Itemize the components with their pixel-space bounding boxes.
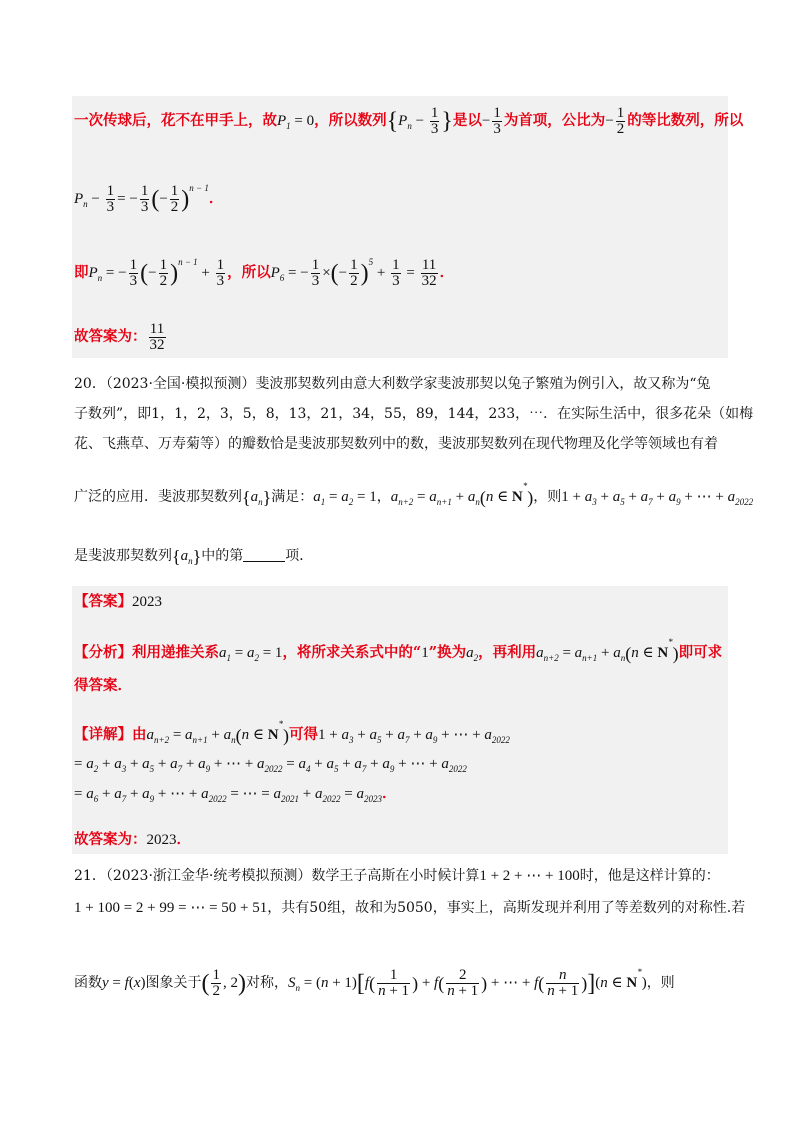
answer-blank — [243, 547, 285, 562]
sol19-line-3: 即$P_n$ = − $\frac{1}{3}$ (− $\frac{1}{2}$ )$^{n - 1}$ + $\frac{1}{3}$ ，所以$P_6$ = − $\frac{1}{3}$ ×(− $\frac{1}{2}$ )$^5$ + $\frac{1}{3}$ = $\frac{11}{32}$ ． — [74, 257, 455, 290]
formula-initial: $a_1 = a_2 = 1$ — [313, 489, 377, 507]
formula-seq: {$P_n$ − $\frac{1}{3}$ } — [386, 105, 453, 137]
formula-center: ( $\frac{1}{2}$ , 2) — [201, 967, 246, 1000]
problem21-line-3: 函数y = f(x)图象关于( $\frac{1}{2}$ , 2)对称，$S_n = (n + 1)[f$( $\frac{1}{n + 1}$ ) + f( $\frac{2}{n + 1}$ ) + ⋯ + f( $\frac{n}{n + 1}$ )](n ∈ N*)，则 — [74, 967, 675, 1000]
formula-recurrence: $a_{n+2} = a_{n+1} + a_n(n$ ∈ N*) — [390, 481, 534, 508]
sol20-final-answer: 故答案为：2023． — [74, 831, 191, 848]
sol20-detail-1: 【详解】由$a_{n+2} = a_{n+1} + a_n(n$ ∈ N*)可得$1 + a_3 + a_5 + a_7 + a_9$ + ⋯ + $a_{2022}$ — [74, 719, 510, 746]
sol20-analysis-1: 【分析】利用递推关系$a_1 = a_2 = 1$，将所求关系式中的“1”换为$a_2$，再利用$a_{n+2} = a_{n+1} + a_n(n$ ∈ N*)即可求 — [74, 637, 723, 664]
formula-pn: $P_n$ = − $\frac{1}{3}$ (− $\frac{1}{2}$ )$^{n - 1}$ + $\frac{1}{3}$ — [88, 257, 225, 290]
formula-an-2: $\{a_n\}$ — [172, 546, 202, 567]
formula-a2: $a_2$ — [466, 645, 479, 663]
problem21-line-1: 21．（2023·浙江金华·统考模拟预测）数学王子高斯在小时候计算1 + 2 + ⋯ + 100时，他是这样计算的： — [74, 868, 720, 884]
formula-p1: $P_1 = 0$ — [277, 112, 315, 131]
formula-pn-geometric: $P_n$ − $\frac{1}{3}$ = − $\frac{1}{3}$ (− $\frac{1}{2}$ )$^{n - 1}$ — [74, 183, 209, 216]
formula-recurrence-2: $a_{n+2} = a_{n+1} + a_n(n$ ∈ N*) — [536, 637, 679, 664]
problem20-line-1: 20．（2023·全国·模拟预测）斐波那契数列由意大利数学家斐波那契以兔子繁殖为例引入，故又称为“兔 — [74, 376, 711, 392]
answer-fraction: $\frac{11}{32}$ — [149, 321, 165, 353]
problem20-line-3: 花、飞燕草、万寿菊等）的瓣数恰是斐波那契数列中的数，斐波那契数列在现代物理及化学等领域也有着 — [74, 436, 718, 452]
sol20-answer: 【答案】2023 — [74, 593, 162, 610]
formula-gauss-pairs: 1 + 100 = 2 + 99 = ⋯ = 50 + 51 — [74, 900, 268, 916]
formula-sum: $1 + a_3 + a_5 + a_7 + a_9$ + ⋯ + $a_{2022}$ — [561, 489, 754, 507]
problem21-line-2: 1 + 100 = 2 + 99 = ⋯ = 50 + 51，共有50组，故和为5050，事实上，高斯发现并利用了等差数列的对称性.若 — [74, 900, 746, 916]
formula-p6: $P_6$ = − $\frac{1}{3}$ ×(− $\frac{1}{2}$ )$^5$ + $\frac{1}{3}$ = $\frac{11}{32}$ — [270, 257, 437, 290]
sol19-answer: 故答案为： $\frac{11}{32}$ — [74, 322, 168, 353]
formula-sum-2: $1 + a_3 + a_5 + a_7 + a_9$ + ⋯ + $a_{2022}$ — [318, 727, 510, 745]
sol20-detail-3: = $a_6 + a_7 + a_9$ + ⋯ + $a_{2022}$ = ⋯ = $a_{2021} + a_{2022} = a_{2023}$． — [74, 785, 397, 804]
formula-recurrence-3: $a_{n+2} = a_{n+1} + a_n(n$ ∈ N*) — [146, 719, 290, 746]
problem20-line-2: 子数列”，即1，1，2，3，5，8，13，21，34，55，89，144，233，⋯．在实际生活中，很多花朵（如梅 — [74, 406, 754, 422]
formula-an: $\{a_n\}$ — [242, 487, 272, 508]
formula-step-1: = $a_2 + a_3 + a_5 + a_7 + a_9$ + ⋯ + $a_{2022} = a_4 + a_5 + a_7 + a_9$ + ⋯ + $a_{2022}$ — [74, 756, 467, 774]
formula-ratio: − $\frac{1}{2}$ — [605, 105, 625, 137]
formula-step-2: = $a_6 + a_7 + a_9$ + ⋯ + $a_{2022}$ = ⋯ = $a_{2021} + a_{2022} = a_{2023}$ — [74, 786, 382, 804]
formula-fx: y = f(x) — [102, 975, 146, 991]
sol20-detail-2 — [74, 754, 467, 779]
sol19-line-1: 一次传球后，花不在甲手上，故$P_1 = 0$，所以数列{$P_n$ − $\frac{1}{3}$ }是以− $\frac{1}{3}$ 为首项，公比为− $\frac{1}{2}$ 的等比数列，所以 — [74, 105, 744, 137]
problem20-line-5: 是斐波那契数列$\{a_n\}$中的第 项． — [74, 546, 314, 567]
sol20-analysis-2: 得答案． — [74, 677, 132, 694]
formula-first-term: − $\frac{1}{3}$ — [481, 105, 501, 137]
formula-gauss-sum: 1 + 2 + ⋯ + 100 — [479, 868, 580, 884]
formula-initial-2: $a_1 = a_2 = 1$ — [219, 645, 283, 663]
problem20-line-4: 广泛的应用．斐波那契数列$\{a_n\}$满足：$a_1 = a_2 = 1$，$a_{n+2} = a_{n+1} + a_n(n$ ∈ N*)，则$1 + a_3 + a_5 + a_7 + a_9$ + ⋯ + $a_{2022}$ — [74, 481, 754, 508]
formula-sn: $S_n = (n + 1)[f$( $\frac{1}{n + 1}$ ) + f( $\frac{2}{n + 1}$ ) + ⋯ + f( $\frac{n}{n + 1}$ )](n ∈ N*) — [287, 967, 647, 1000]
sol19-line-2: $P_n$ − $\frac{1}{3}$ = − $\frac{1}{3}$ (− $\frac{1}{2}$ )$^{n - 1}$． — [74, 183, 224, 216]
